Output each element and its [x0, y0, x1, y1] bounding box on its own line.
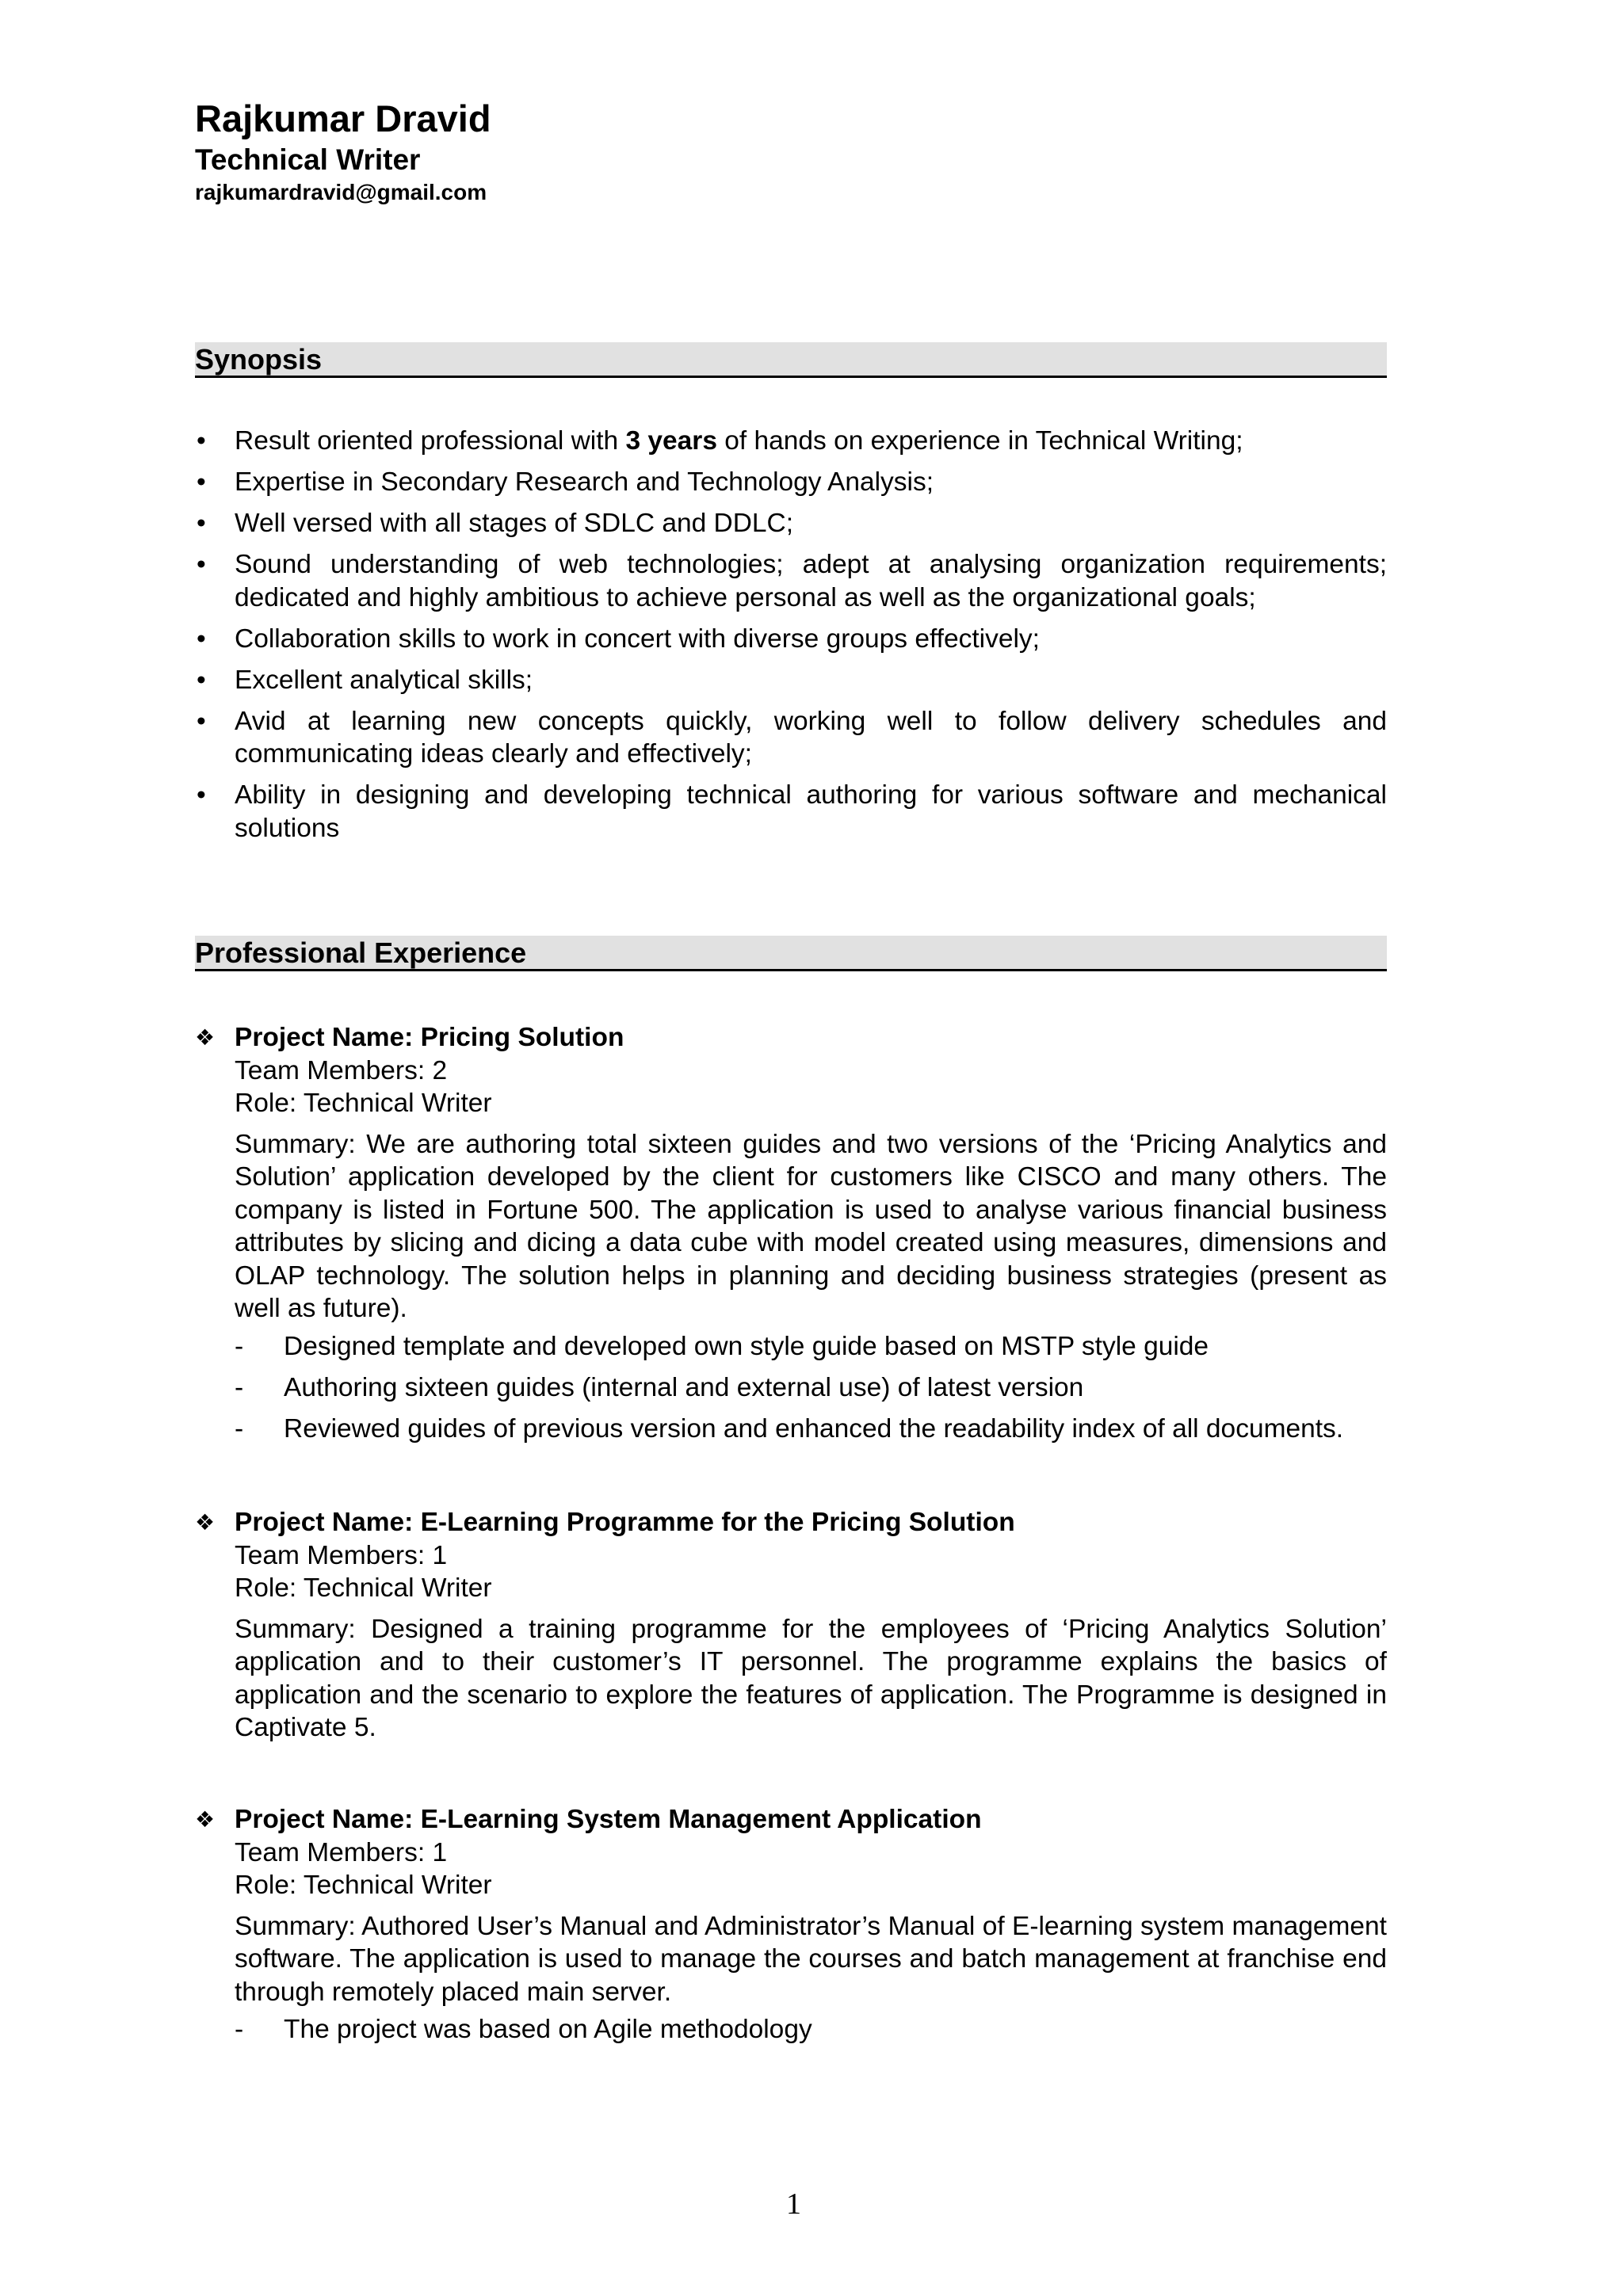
project-team-size: Team Members: 1	[235, 1540, 448, 1570]
project-points	[235, 1330, 1387, 1446]
synopsis-item	[195, 623, 1387, 656]
project-point: - The project was based on Agile methodology	[235, 2013, 1387, 2046]
project-entry	[195, 1506, 1387, 1745]
project-title	[195, 1803, 1387, 1836]
synopsis-item	[195, 466, 1387, 499]
project-details	[195, 1055, 1387, 1446]
synopsis-item	[195, 779, 1387, 845]
diamond-bullet-icon: ❖	[195, 1807, 216, 1832]
project-title-text: Project Name: Pricing Solution	[235, 1023, 624, 1052]
page-number: 1	[786, 2187, 801, 2221]
project-point: - Reviewed guides of previous version and enhanced the readability index of all documents.	[235, 1413, 1387, 1446]
synopsis-item-text: Result oriented professional with 3 years of hands on experience in Technical Writing;	[235, 426, 1243, 456]
diamond-bullet-icon: ❖	[195, 1510, 216, 1535]
project-point: - Designed template and developed own style guide based on MSTP style guide	[235, 1330, 1387, 1363]
project-summary: Summary: We are authoring total sixteen guides and two versions of the ‘Pricing Analytics and Solution’ application developed by the client for customers like CISCO and many others. The company is listed in Fortune 500. The application is used to analyse various financial business attributes by slicing and dicing a data cube with model created using measures, dimensions and OLAP technology. The solution helps in planning and deciding business strategies (present as well as future).	[235, 1129, 1387, 1323]
candidate-title: Technical Writer	[195, 143, 421, 176]
project-role: Role: Technical Writer	[235, 1871, 492, 1900]
synopsis-item-text: Sound understanding of web technologies; adept at analysing organization requirements; dedicated and highly ambitious to achieve personal as well as the organizational goals;	[235, 550, 1387, 612]
synopsis-item	[195, 705, 1387, 771]
bullet-icon: •	[197, 509, 206, 538]
synopsis-item-text: Well versed with all stages of SDLC and DDLC;	[235, 509, 794, 538]
project-title-text: Project Name: E-Learning System Management Application	[235, 1805, 982, 1834]
project-details	[195, 1836, 1387, 2046]
project-role: Role: Technical Writer	[235, 1573, 492, 1603]
diamond-bullet-icon: ❖	[195, 1025, 216, 1050]
project-details	[195, 1539, 1387, 1745]
project-team-size: Team Members: 2	[235, 1055, 448, 1085]
synopsis-item	[195, 548, 1387, 614]
project-entry	[195, 1803, 1387, 2054]
synopsis-item-text: Ability in designing and developing technical authoring for various software and mechanical solutions	[235, 780, 1387, 843]
project-role: Role: Technical Writer	[235, 1089, 492, 1118]
bullet-icon: •	[197, 706, 206, 736]
bullet-icon: •	[197, 426, 206, 456]
project-title	[195, 1021, 1387, 1055]
bullet-icon: •	[197, 624, 206, 654]
synopsis-item-emphasis: 3 years	[625, 426, 717, 456]
dash-bullet-icon: -	[235, 1331, 244, 1361]
dash-bullet-icon: -	[235, 2015, 244, 2044]
synopsis-heading: Synopsis	[195, 342, 1387, 378]
candidate-name: Rajkumar Dravid	[195, 97, 491, 139]
synopsis-item	[195, 425, 1387, 458]
project-summary: Summary: Designed a training programme for the employees of ‘Pricing Analytics Solution’ application and to their customer’s IT personnel. The programme explains the basics of application and the scenario to explore the features of application. The Programme is designed in Captivate 5.	[235, 1614, 1387, 1742]
project-title-text: Project Name: E-Learning Programme for the Pricing Solution	[235, 1508, 1015, 1537]
dash-bullet-icon: -	[235, 1372, 244, 1402]
project-team-size: Team Members: 1	[235, 1837, 448, 1867]
project-entry	[195, 1021, 1387, 1454]
synopsis-item-text: Avid at learning new concepts quickly, working well to follow delivery schedules and communicating ideas clearly and effectively;	[235, 706, 1387, 769]
project-points	[235, 2013, 1387, 2046]
synopsis-item-text: Excellent analytical skills;	[235, 665, 533, 695]
bullet-icon: •	[197, 467, 206, 497]
bullet-icon: •	[197, 780, 206, 810]
experience-heading: Professional Experience	[195, 936, 1387, 971]
synopsis-item	[195, 664, 1387, 697]
synopsis-item-text: Collaboration skills to work in concert with diverse groups effectively;	[235, 624, 1040, 654]
synopsis-item-text: Expertise in Secondary Research and Technology Analysis;	[235, 467, 934, 497]
candidate-email: rajkumardravid@gmail.com	[195, 180, 487, 204]
bullet-icon: •	[197, 665, 206, 695]
bullet-icon: •	[197, 550, 206, 579]
project-title	[195, 1506, 1387, 1539]
resume-header	[195, 95, 491, 208]
project-summary: Summary: Authored User’s Manual and Administrator’s Manual of E-learning system management software. The application is used to manage the courses and batch management at franchise end through remotely placed main server.	[235, 1911, 1387, 2007]
synopsis-list	[195, 425, 1387, 853]
project-point: - Authoring sixteen guides (internal and external use) of latest version	[235, 1371, 1387, 1405]
dash-bullet-icon: -	[235, 1413, 244, 1444]
synopsis-item	[195, 507, 1387, 540]
